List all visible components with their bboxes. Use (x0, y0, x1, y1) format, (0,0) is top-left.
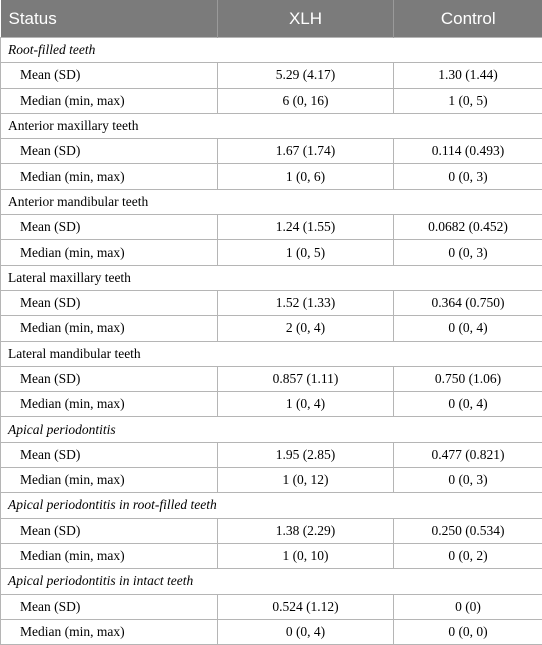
xlh-value: 1 (0, 4) (218, 392, 394, 417)
header-control: Control (394, 0, 542, 38)
table-row (1, 63, 542, 88)
row-label: Mean (SD) (1, 139, 218, 164)
row-label: Mean (SD) (1, 63, 218, 88)
xlh-value: 1 (0, 6) (218, 164, 394, 189)
xlh-value: 1.24 (1.55) (218, 215, 394, 240)
header-row (1, 0, 542, 38)
section-title: Root-filled teeth (1, 38, 542, 63)
table-row (1, 366, 542, 391)
section-title: Apical periodontitis in root-filled teeth (1, 493, 542, 518)
control-value: 0 (0, 3) (394, 240, 542, 265)
row-label: Mean (SD) (1, 594, 218, 619)
control-value: 0 (0, 3) (394, 468, 542, 493)
xlh-value: 1.67 (1.74) (218, 139, 394, 164)
table-row (1, 164, 542, 189)
xlh-value: 1.95 (2.85) (218, 442, 394, 467)
section-header-row (1, 265, 542, 290)
section-title: Apical periodontitis in intact teeth (1, 569, 542, 594)
table-row (1, 442, 542, 467)
header-xlh: XLH (218, 0, 394, 38)
control-value: 0.750 (1.06) (394, 366, 542, 391)
xlh-value: 0.857 (1.11) (218, 366, 394, 391)
header-status: Status (1, 0, 218, 38)
section-header-row (1, 493, 542, 518)
row-label: Median (min, max) (1, 543, 218, 568)
table-row (1, 240, 542, 265)
xlh-value: 2 (0, 4) (218, 316, 394, 341)
xlh-value: 5.29 (4.17) (218, 63, 394, 88)
table-row (1, 139, 542, 164)
table-row (1, 392, 542, 417)
section-title: Lateral mandibular teeth (1, 341, 542, 366)
row-label: Median (min, max) (1, 88, 218, 113)
row-label: Median (min, max) (1, 392, 218, 417)
table-row (1, 619, 542, 644)
xlh-value: 1.52 (1.33) (218, 290, 394, 315)
table-body (1, 38, 542, 645)
row-label: Mean (SD) (1, 366, 218, 391)
row-label: Median (min, max) (1, 240, 218, 265)
section-title: Apical periodontitis (1, 417, 542, 442)
section-title: Anterior maxillary teeth (1, 113, 542, 138)
table-row (1, 88, 542, 113)
control-value: 0 (0, 2) (394, 543, 542, 568)
table-row (1, 468, 542, 493)
section-header-row (1, 38, 542, 63)
section-header-row (1, 341, 542, 366)
xlh-value: 1 (0, 12) (218, 468, 394, 493)
table-row (1, 594, 542, 619)
section-title: Lateral maxillary teeth (1, 265, 542, 290)
control-value: 0 (0, 0) (394, 619, 542, 644)
xlh-value: 0 (0, 4) (218, 619, 394, 644)
section-header-row (1, 113, 542, 138)
section-header-row (1, 569, 542, 594)
table-header (1, 0, 542, 38)
row-label: Mean (SD) (1, 442, 218, 467)
table-row (1, 290, 542, 315)
control-value: 1 (0, 5) (394, 88, 542, 113)
row-label: Median (min, max) (1, 619, 218, 644)
table-row (1, 316, 542, 341)
table-row (1, 215, 542, 240)
row-label: Median (min, max) (1, 164, 218, 189)
row-label: Median (min, max) (1, 468, 218, 493)
row-label: Mean (SD) (1, 290, 218, 315)
xlh-value: 1 (0, 5) (218, 240, 394, 265)
section-header-row (1, 417, 542, 442)
control-value: 0.477 (0.821) (394, 442, 542, 467)
table-row (1, 518, 542, 543)
xlh-value: 1 (0, 10) (218, 543, 394, 568)
control-value: 0 (0, 4) (394, 316, 542, 341)
row-label: Median (min, max) (1, 316, 218, 341)
xlh-value: 1.38 (2.29) (218, 518, 394, 543)
xlh-value: 6 (0, 16) (218, 88, 394, 113)
xlh-value: 0.524 (1.12) (218, 594, 394, 619)
section-header-row (1, 189, 542, 214)
control-value: 0.364 (0.750) (394, 290, 542, 315)
control-value: 0.250 (0.534) (394, 518, 542, 543)
control-value: 0.114 (0.493) (394, 139, 542, 164)
control-value: 0 (0, 3) (394, 164, 542, 189)
row-label: Mean (SD) (1, 215, 218, 240)
table-row (1, 543, 542, 568)
control-value: 1.30 (1.44) (394, 63, 542, 88)
section-title: Anterior mandibular teeth (1, 189, 542, 214)
control-value: 0.0682 (0.452) (394, 215, 542, 240)
row-label: Mean (SD) (1, 518, 218, 543)
control-value: 0 (0, 4) (394, 392, 542, 417)
control-value: 0 (0) (394, 594, 542, 619)
